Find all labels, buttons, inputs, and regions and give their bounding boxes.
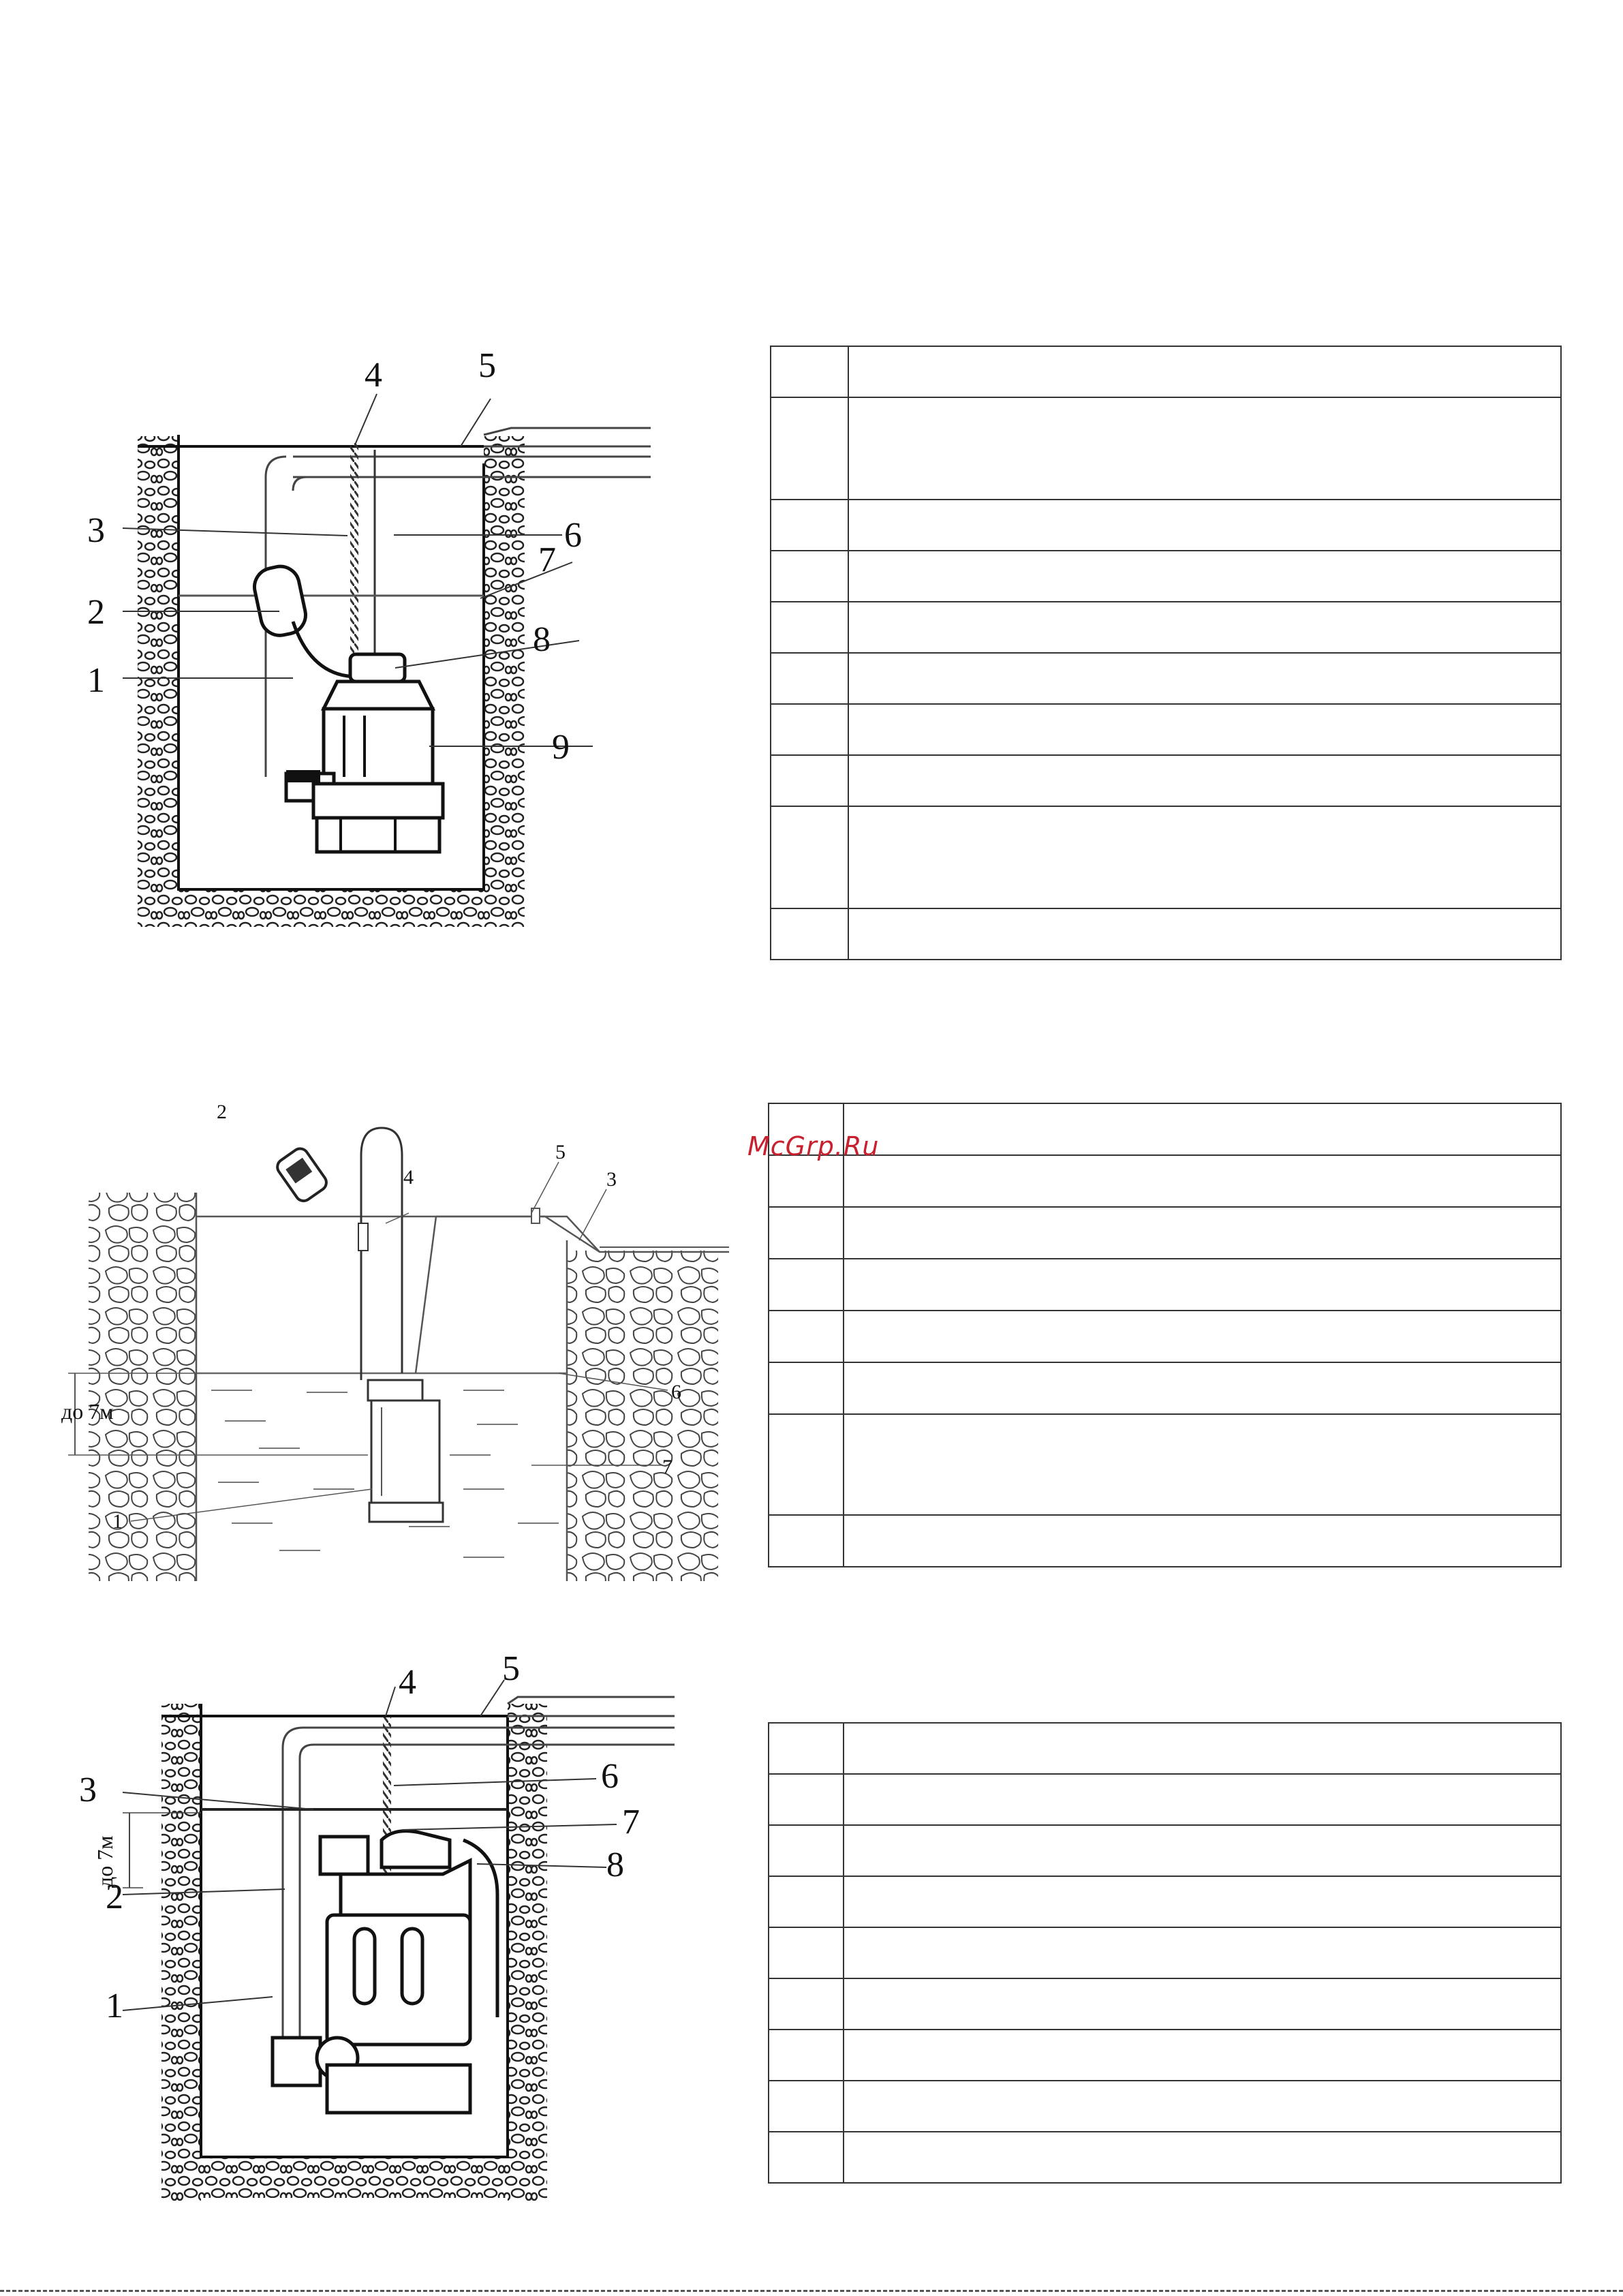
table-row (769, 2132, 1561, 2183)
table-row (771, 806, 1561, 908)
fig1-callout-8: 8 (533, 620, 551, 659)
fig2-callout-5: 5 (555, 1141, 566, 1163)
table-cell (848, 551, 1561, 602)
table-row (771, 500, 1561, 551)
table-row (771, 346, 1561, 397)
fig2-depth-label: до 7м (61, 1399, 114, 1424)
table-cell (844, 1414, 1561, 1515)
table-cell (848, 500, 1561, 551)
figure-2-pump-in-well (55, 1019, 736, 1591)
fig1-callout-7: 7 (538, 540, 556, 579)
watermark-link[interactable]: McGrp.Ru (747, 1131, 880, 1161)
table-cell (769, 2030, 844, 2081)
fig3-depth-label: до 7м (93, 1835, 117, 1888)
fig3-callout-4: 4 (399, 1663, 416, 1702)
legend-table-1 (770, 346, 1562, 960)
table-cell (769, 1515, 844, 1567)
table-row (771, 397, 1561, 500)
table-cell (844, 2081, 1561, 2132)
table-cell (844, 1362, 1561, 1414)
figure-2-drawing (55, 1019, 736, 1591)
table-cell (769, 1774, 844, 1825)
table-cell (771, 346, 848, 397)
table-cell (844, 2132, 1561, 2183)
table-cell (769, 1978, 844, 2030)
table-row (769, 1876, 1561, 1927)
fig3-callout-2: 2 (106, 1878, 123, 1916)
table-cell (771, 704, 848, 755)
table-cell (771, 602, 848, 653)
table-cell (844, 1259, 1561, 1311)
table-cell (848, 346, 1561, 397)
table-cell (844, 1311, 1561, 1362)
fig3-callout-6: 6 (601, 1757, 619, 1796)
table-row (769, 1207, 1561, 1259)
table-cell (771, 397, 848, 500)
table-cell (844, 1155, 1561, 1207)
table-cell (844, 1825, 1561, 1876)
table-row (769, 1774, 1561, 1825)
table-cell (844, 1723, 1561, 1774)
table-cell (848, 908, 1561, 960)
fig2-callout-3: 3 (606, 1168, 617, 1191)
table-cell (771, 806, 848, 908)
fig1-callout-6: 6 (564, 516, 582, 555)
table-row (771, 602, 1561, 653)
table-row (769, 1362, 1561, 1414)
table-row (769, 1414, 1561, 1515)
fig1-callout-5: 5 (478, 348, 496, 385)
table-cell (844, 1207, 1561, 1259)
table-cell (769, 2081, 844, 2132)
table-cell (769, 1723, 844, 1774)
fig3-callout-1: 1 (106, 1987, 123, 2025)
table-cell (769, 1414, 844, 1515)
figure-1-drawing (75, 348, 661, 934)
table-cell (769, 1207, 844, 1259)
page-bottom-rule (0, 2290, 1623, 2292)
table-row (771, 704, 1561, 755)
table-row (769, 1927, 1561, 1978)
table-cell (844, 2030, 1561, 2081)
table-cell (771, 551, 848, 602)
table-row (769, 2081, 1561, 2132)
table-row (769, 1515, 1561, 1567)
table-cell (844, 1103, 1561, 1155)
table-cell (769, 1259, 844, 1311)
table-row (771, 653, 1561, 704)
table-row (771, 755, 1561, 806)
fig3-callout-3: 3 (79, 1771, 97, 1809)
fig2-callout-6: 6 (671, 1381, 681, 1403)
fig2-callout-2: 2 (217, 1101, 227, 1123)
table-cell (848, 602, 1561, 653)
fig3-callout-5: 5 (502, 1656, 520, 1688)
table-row (769, 1723, 1561, 1774)
legend-table-2 (768, 1103, 1562, 1567)
table-cell (769, 1825, 844, 1876)
table-cell (771, 755, 848, 806)
fig2-callout-4: 4 (403, 1166, 414, 1189)
table-row (771, 908, 1561, 960)
table-row (769, 1825, 1561, 1876)
table-row (769, 2030, 1561, 2081)
fig3-callout-8: 8 (606, 1846, 624, 1884)
fig1-callout-3: 3 (87, 511, 105, 550)
table-cell (769, 1311, 844, 1362)
fig1-callout-2: 2 (87, 593, 105, 632)
fig1-callout-4: 4 (365, 356, 382, 395)
table-row (769, 1311, 1561, 1362)
table-cell (844, 1515, 1561, 1567)
table-cell (769, 1927, 844, 1978)
table-cell (769, 1155, 844, 1207)
table-cell (848, 397, 1561, 500)
table-cell (771, 908, 848, 960)
table-cell (769, 1876, 844, 1927)
table-cell (844, 1774, 1561, 1825)
fig2-callout-1: 1 (112, 1510, 123, 1533)
figure-3-pump-in-pit (68, 1656, 681, 2201)
table-cell (844, 1978, 1561, 2030)
table-row (769, 1978, 1561, 2030)
table-cell (771, 653, 848, 704)
table-cell (771, 500, 848, 551)
table-row (769, 1103, 1561, 1155)
fig2-callout-7: 7 (662, 1456, 673, 1478)
table-cell (844, 1876, 1561, 1927)
table-cell (848, 806, 1561, 908)
table-cell (769, 2132, 844, 2183)
table-row (771, 551, 1561, 602)
table-cell (769, 1362, 844, 1414)
table-cell (844, 1927, 1561, 1978)
table-cell (848, 653, 1561, 704)
figure-3-drawing (68, 1656, 681, 2201)
legend-table-3 (768, 1722, 1562, 2184)
table-cell (848, 704, 1561, 755)
fig1-callout-9: 9 (552, 728, 570, 767)
table-row (769, 1259, 1561, 1311)
figure-1-pump-in-pit (75, 348, 661, 934)
fig3-callout-7: 7 (622, 1803, 640, 1841)
table-row (769, 1155, 1561, 1207)
table-cell (848, 755, 1561, 806)
fig1-callout-1: 1 (87, 661, 105, 700)
